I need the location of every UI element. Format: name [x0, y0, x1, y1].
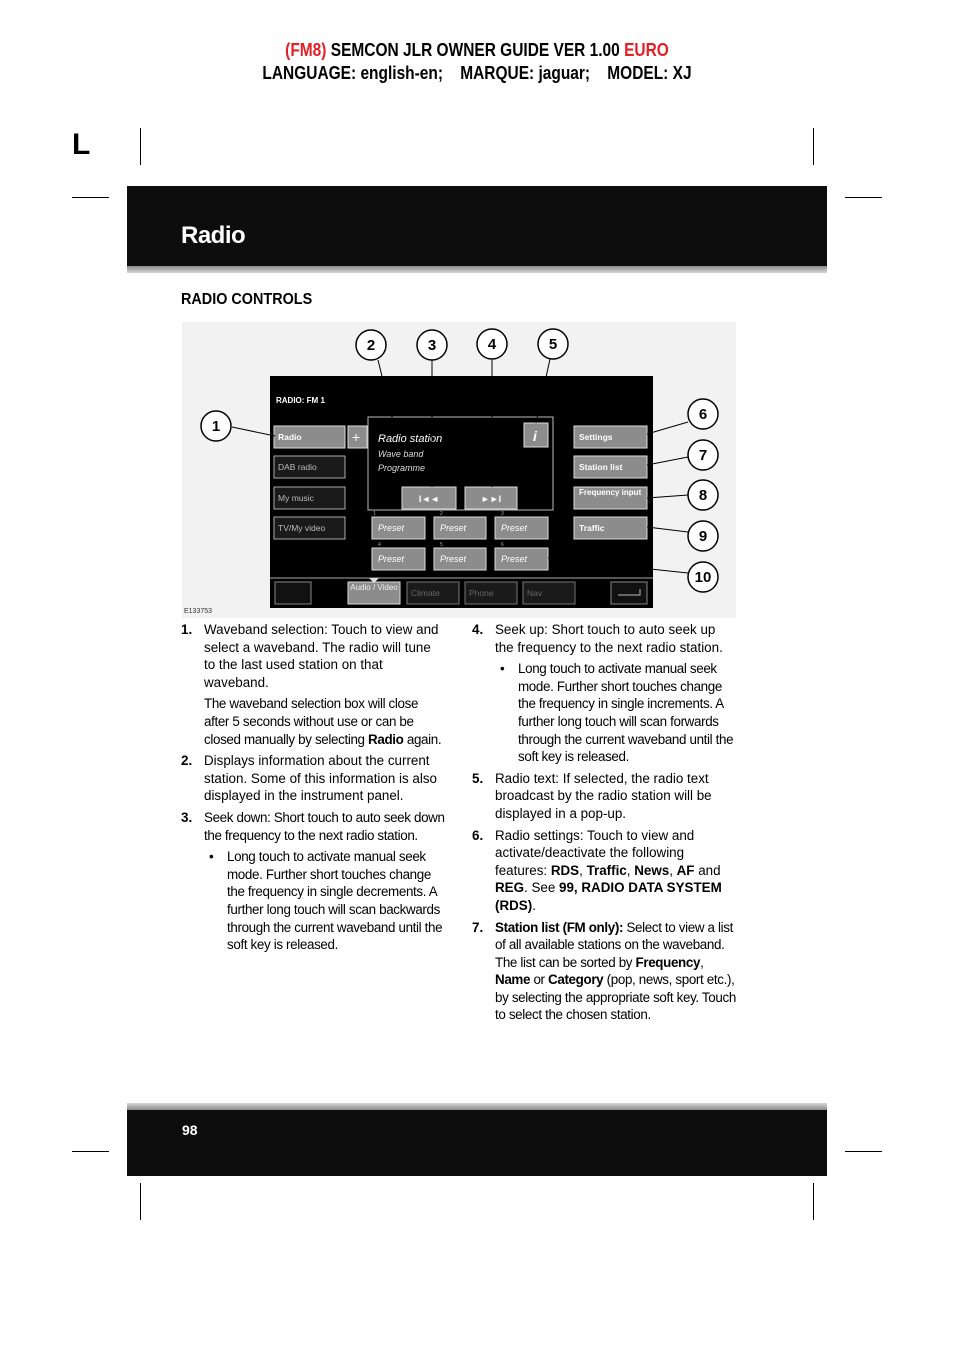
callout-number: 3	[427, 337, 437, 354]
preset-label: Preset	[378, 554, 405, 564]
note-text: The waveband selection box will close after 5 seconds without use or can be closed manually by selecting	[204, 696, 419, 747]
bullet-text: Long touch to activate manual seek mode. Further short touches change the frequency in single decrements. A further long touch will scan backwards through the current waveband until the soft key is released.	[227, 849, 443, 953]
my-music-button-label: My music	[278, 493, 314, 503]
preset-label: Preset	[501, 554, 528, 564]
right-column	[472, 621, 736, 1028]
tv-my-video-button-label: TV/My video	[278, 523, 326, 533]
preset-label: Preset	[501, 523, 528, 533]
cross-reference-link[interactable]: 99, RADIO DATA SYSTEM (RDS)	[495, 880, 722, 913]
audio-video-label-box	[348, 582, 400, 604]
radio-screen-diagram	[182, 322, 736, 618]
settings-button-label: Settings	[579, 432, 613, 442]
callout-number: 10	[694, 569, 712, 586]
crop-mark	[140, 128, 141, 165]
preset-number: 6	[501, 542, 504, 548]
preset-number: 1	[373, 511, 376, 517]
crop-mark	[813, 128, 814, 165]
doc-code: (FM8)	[285, 40, 327, 60]
doc-header-line1	[67, 40, 887, 61]
doc-model: MODEL: XJ	[607, 63, 692, 83]
left-column	[181, 621, 445, 958]
preset-label: Preset	[440, 523, 467, 533]
audio-video-label: Audio / Video	[350, 583, 398, 592]
callout-number: 7	[698, 447, 708, 464]
sub-heading: RADIO CONTROLS	[181, 291, 313, 308]
callout-number: 2	[366, 337, 376, 354]
item-number: 1.	[181, 622, 193, 637]
crop-mark	[72, 197, 109, 198]
section-title: Radio	[181, 222, 246, 249]
item-text: Radio text: If selected, the radio text broadcast by the radio station will be displayed in a pop-up.	[495, 770, 712, 821]
seek-down-icon: I◄◄	[418, 494, 440, 504]
list-item	[472, 827, 736, 915]
preset-number: 2	[440, 511, 443, 517]
seek-up-icon: ►►I	[480, 494, 502, 504]
back-button[interactable]	[611, 582, 647, 604]
crop-mark	[140, 1183, 141, 1220]
frequency-input-label-box	[576, 488, 645, 510]
item-number: 6.	[472, 827, 484, 843]
radio-button-label: Radio	[278, 432, 302, 442]
list-item	[181, 809, 445, 954]
footer-band	[127, 1110, 827, 1176]
note-bold: Radio	[368, 731, 404, 747]
item-text: Seek down: Short touch to auto seek down the frequency to the next radio station.	[204, 809, 445, 843]
figure-id: E133753	[184, 608, 213, 615]
item-text: Radio settings: Touch to view and activate/deactivate the following features: RDS, Traffic, News, AF and REG. See 99, RADIO DATA SYSTEM (RDS).	[495, 827, 722, 913]
preset-label: Preset	[378, 523, 405, 533]
crop-mark	[813, 1183, 814, 1220]
info-icon: i	[533, 428, 537, 444]
bullet-icon: •	[209, 849, 214, 865]
callout-number: 1	[211, 418, 221, 435]
item-text: Displays information about the current station. Some of this information is also displayed in the instrument panel.	[204, 753, 437, 804]
crop-mark	[72, 1151, 109, 1152]
climate-label: Climate	[411, 588, 440, 598]
doc-language: LANGUAGE: english-en;	[262, 63, 444, 83]
section-band-shade	[127, 266, 827, 273]
crop-mark	[845, 1151, 882, 1152]
item-number: 3.	[181, 809, 193, 825]
radio-controls-figure	[182, 322, 736, 618]
station-list-button-label: Station list	[579, 462, 623, 472]
bullet-text: Long touch to activate manual seek mode. Further short touches change the frequency in single increments. A further long touch will scan forwards through the current waveband until the soft key is released.	[518, 661, 734, 765]
doc-title: SEMCON JLR OWNER GUIDE VER 1.00	[326, 40, 625, 60]
item-number: 4.	[472, 622, 484, 637]
page-number: 98	[182, 1122, 198, 1138]
footer-band-shade	[127, 1103, 827, 1110]
side-marker: L	[72, 128, 91, 161]
callout-number: 4	[487, 336, 497, 353]
preset-number: 5	[440, 542, 443, 548]
item-text: Seek up: Short touch to auto seek up the frequency to the next radio station.	[495, 622, 723, 655]
frequency-input-button-label: Frequency input	[579, 488, 642, 497]
screen-title: RADIO: FM 1	[276, 396, 325, 405]
list-item	[181, 752, 445, 805]
item-text: Station list (FM only): Select to view a list of all available stations on the waveband. The list can be sorted by Frequency, Name or Category (pop, news, sport etc.), by selecting the appropriate soft key. Touch to select the chosen station.	[495, 919, 736, 1023]
nav-label: Nav	[527, 588, 543, 598]
item-number: 7.	[472, 919, 484, 935]
preset-label: Preset	[440, 554, 467, 564]
list-item	[472, 919, 736, 1025]
item-number: 2.	[181, 753, 193, 769]
preset-number: 4	[378, 542, 381, 548]
list-item	[472, 621, 736, 766]
doc-header-line2	[67, 63, 887, 84]
bullet-item	[495, 660, 736, 766]
list-item	[472, 770, 736, 823]
callout-number: 5	[548, 336, 558, 353]
waveband-label: Wave band	[378, 449, 424, 459]
preset-number: 3	[501, 511, 504, 517]
callout-number: 8	[698, 487, 708, 504]
list-item	[181, 621, 445, 748]
programme-label: Programme	[378, 463, 426, 473]
phone-label: Phone	[469, 588, 494, 598]
crop-mark	[845, 197, 882, 198]
dab-radio-button-label: DAB radio	[278, 462, 317, 472]
doc-marque: MARQUE: jaguar;	[460, 63, 591, 83]
callout-number: 6	[698, 406, 708, 423]
callout-number: 9	[698, 528, 708, 545]
item-number: 5.	[472, 770, 484, 786]
note-text-end: again.	[403, 731, 442, 747]
traffic-button-label: Traffic	[579, 523, 605, 533]
bullet-item	[204, 848, 445, 954]
plus-icon: +	[352, 429, 361, 445]
radio-station-label: Radio station	[378, 433, 443, 445]
item-note	[204, 695, 445, 748]
home-button[interactable]	[275, 582, 311, 604]
bullet-icon: •	[500, 661, 505, 677]
item-text: Waveband selection: Touch to view and select a waveband. The radio will tune to the last used station on that waveband.	[204, 622, 439, 690]
doc-region: EURO	[624, 40, 669, 60]
